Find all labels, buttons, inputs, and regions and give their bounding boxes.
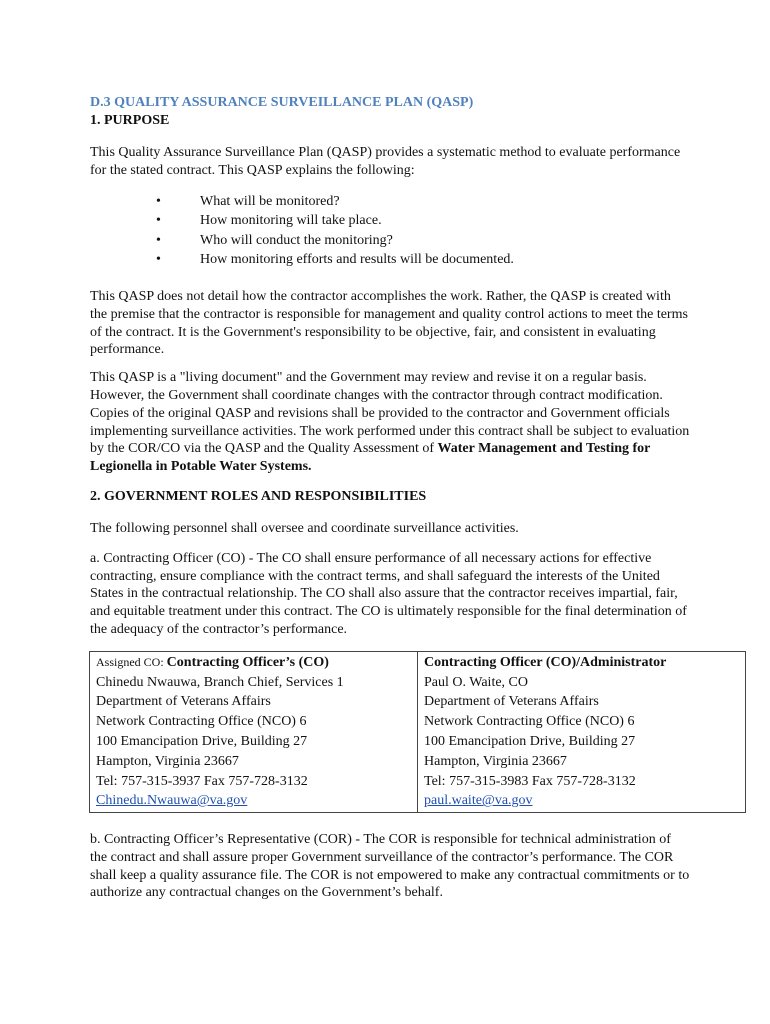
purpose-paragraph-1: This QASP does not detail how the contractor accomplishes the work. Rather, the QASP is created with the premise that the contractor is responsible for management and quality control actions to meet the terms of the contract. It is the Government's responsibility to be objective, fair, and consistent in evaluating performance. bbox=[90, 288, 688, 358]
administrator-city: Hampton, Virginia 23667 bbox=[424, 753, 567, 769]
purpose-heading: 1. PURPOSE bbox=[90, 113, 170, 128]
cor-paragraph: b. Contracting Officer’s Representative (COR) - The COR is responsible for technical administration of the contract and shall assure proper Government surveillance of the contractor’s performance. The COR shall keep a quality assurance file. The COR is not empowered to make any contractual commitments or to authorize any contractual changes on the Government’s behalf. bbox=[90, 832, 690, 901]
monitoring-bullet-list bbox=[90, 192, 690, 270]
section-title: D.3 QUALITY ASSURANCE SURVEILLANCE PLAN (QASP) bbox=[90, 95, 474, 110]
purpose-paragraph-2: This QASP is a "living document" and the Government may review and revise it on a regular basis. However, the Government shall coordinate changes with the contractor through contract modification. Copies of the original QASP and revisions shall be provided to the contractor and Government officials implementing surveillance activities. The work performed under this contract shall be subject to evaluation by the COR/CO via the QASP and the Quality Assessment of Water Management and Testing for Legionella in Potable Water Systems. bbox=[90, 370, 690, 475]
administrator-phone: Tel: 757-315-3983 Fax 757-728-3132 bbox=[424, 773, 636, 789]
contracting-officer-table bbox=[89, 651, 746, 813]
administrator-email-link[interactable]: paul.waite@va.gov bbox=[424, 793, 533, 809]
administrator-address: 100 Emancipation Drive, Building 27 bbox=[424, 733, 636, 749]
assigned-co-title: Assigned CO: Contracting Officer’s (CO) bbox=[96, 654, 329, 670]
co-email-link[interactable]: Chinedu.Nwauwa@va.gov bbox=[96, 793, 248, 809]
list-item: • How monitoring efforts and results will be documented. bbox=[90, 250, 690, 270]
contract-title: Water Management and Testing for Legionella in Potable Water Systems. bbox=[90, 441, 651, 475]
list-item: • How monitoring will take place. bbox=[90, 211, 690, 231]
roles-intro: The following personnel shall oversee and coordinate surveillance activities. bbox=[90, 520, 519, 536]
roles-heading: 2. GOVERNMENT ROLES AND RESPONSIBILITIES bbox=[90, 488, 427, 504]
co-address: 100 Emancipation Drive, Building 27 bbox=[96, 733, 308, 749]
bullet-icon: • bbox=[156, 252, 161, 268]
co-office: Network Contracting Office (NCO) 6 bbox=[96, 714, 307, 730]
assigned-co-cell bbox=[90, 651, 418, 812]
co-city: Hampton, Virginia 23667 bbox=[96, 753, 239, 769]
list-item: • Who will conduct the monitoring? bbox=[90, 231, 690, 251]
administrator-department: Department of Veterans Affairs bbox=[424, 694, 599, 710]
bullet-icon: • bbox=[156, 193, 161, 209]
administrator-name: Paul O. Waite, CO bbox=[424, 674, 528, 690]
bullet-icon: • bbox=[156, 232, 161, 248]
co-paragraph: a. Contracting Officer (CO) - The CO shall ensure performance of all necessary actions for effective contracting, ensure compliance with the contract terms, and shall safeguard the interests of the United States in the contractual relationship. The CO shall also assure that the contractor receives impartial, fair, and equitable treatment under this contract. The CO is ultimately responsible for the final determination of the adequacy of the contractor’s performance. bbox=[90, 550, 687, 637]
bullet-icon: • bbox=[156, 213, 161, 229]
document-page bbox=[90, 94, 690, 902]
co-department: Department of Veterans Affairs bbox=[96, 694, 271, 710]
administrator-cell bbox=[418, 651, 746, 812]
co-name: Chinedu Nwauwa, Branch Chief, Services 1 bbox=[96, 674, 344, 690]
co-phone: Tel: 757-315-3937 Fax 757-728-3132 bbox=[96, 773, 308, 789]
purpose-intro: This Quality Assurance Surveillance Plan (QASP) provides a systematic method to evaluate performance for the stated contract. This QASP explains the following: bbox=[90, 145, 681, 178]
list-item: • What will be monitored? bbox=[90, 192, 690, 212]
administrator-office: Network Contracting Office (NCO) 6 bbox=[424, 714, 635, 730]
administrator-title: Contracting Officer (CO)/Administrator bbox=[424, 654, 667, 670]
